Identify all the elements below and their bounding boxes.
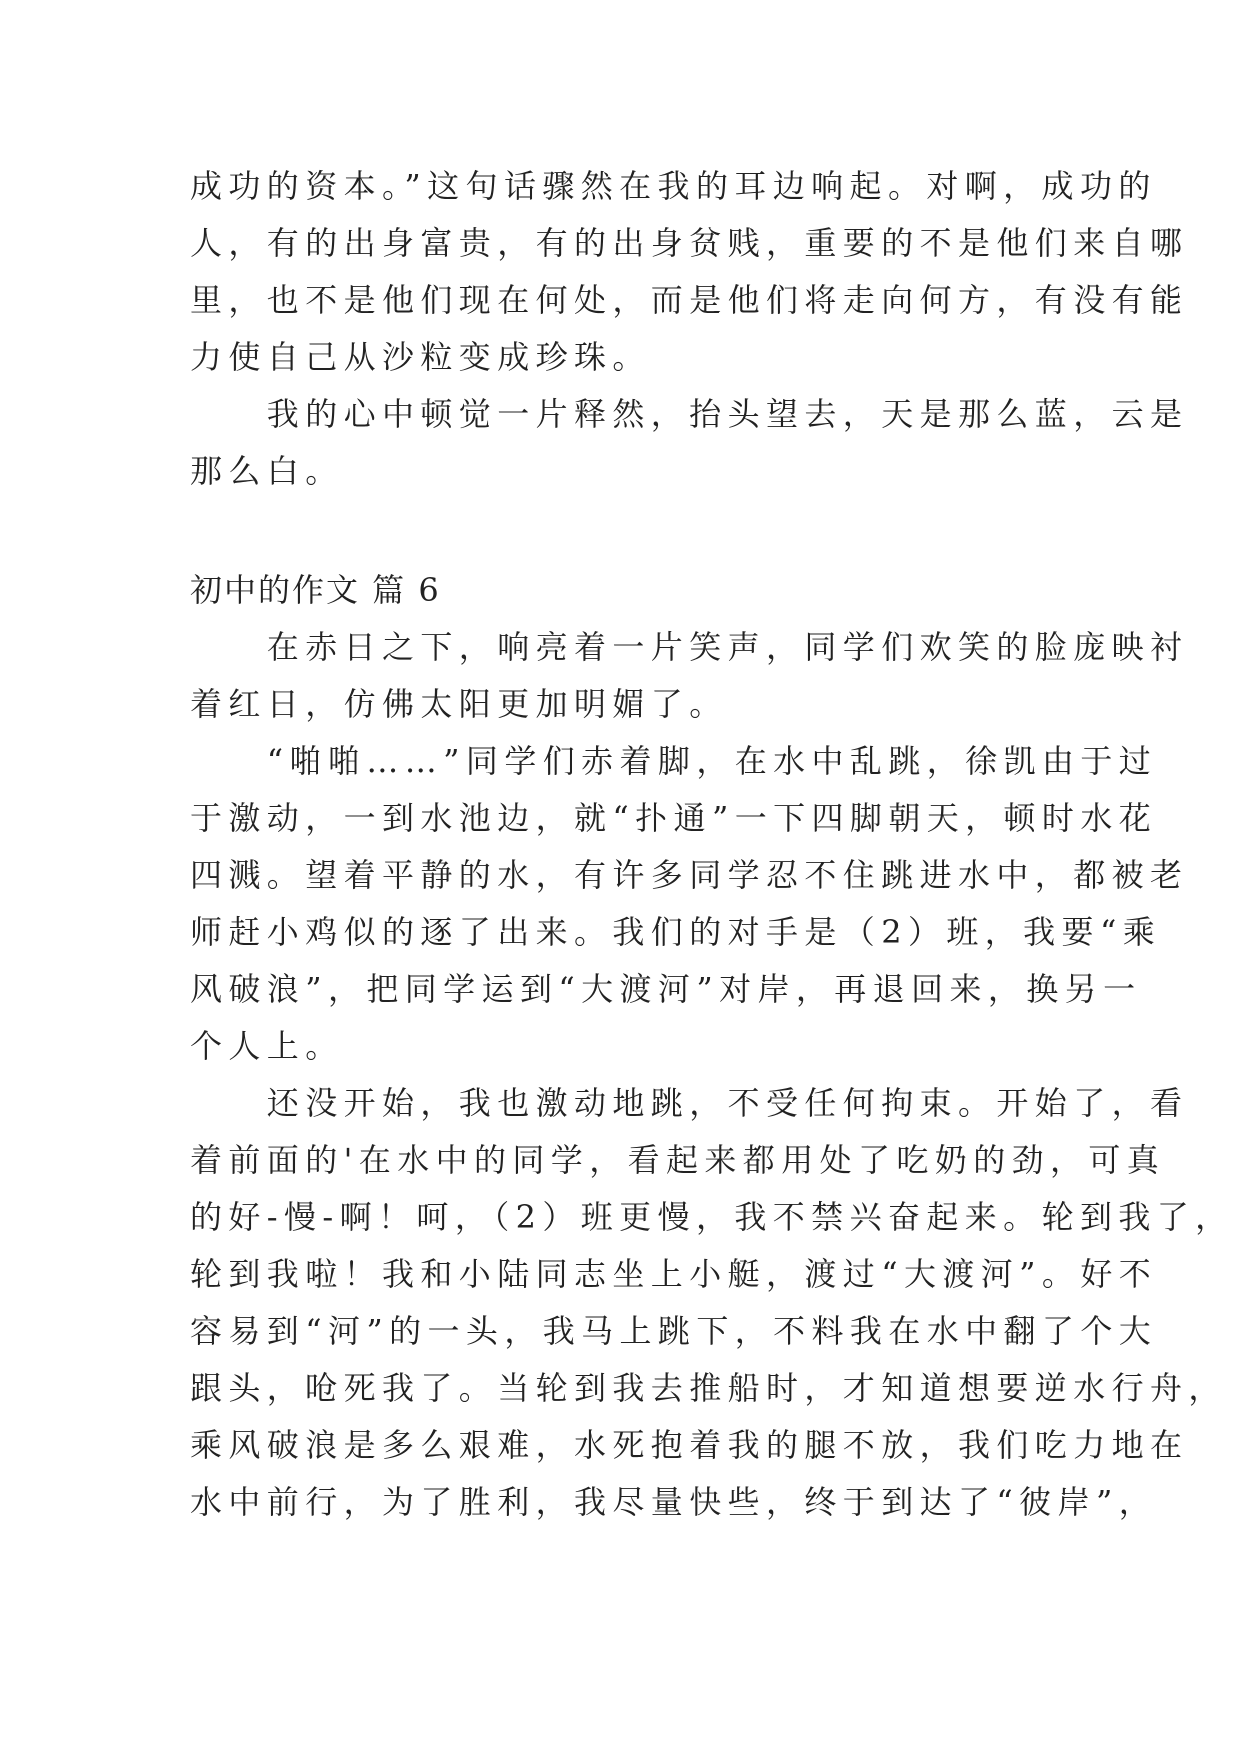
text-line: 轮到我啦！我和小陆同志坐上小艇，渡过“大渡河”。好不 — [190, 1255, 1158, 1293]
text-line: 跟头，呛死我了。当轮到我去推船时，才知道想要逆水行舟， — [190, 1369, 1227, 1407]
text-line: 着红日，仿佛太阳更加明媚了。 — [190, 685, 728, 723]
text-line: 乘风破浪是多么艰难，水死抱着我的腿不放，我们吃力地在 — [190, 1426, 1189, 1464]
text-line: 容易到“河”的一头，我马上跳下，不料我在水中翻了个大 — [190, 1312, 1158, 1350]
text-line: 水中前行，为了胜利，我尽量快些，终于到达了“彼岸”， — [190, 1483, 1158, 1521]
text-line: 那么白。 — [190, 452, 344, 490]
text-line: 还没开始，我也激动地跳，不受任何拘束。开始了，看 — [190, 1084, 1189, 1122]
text-line: 于激动，一到水池边，就“扑通”一下四脚朝天，顿时水花 — [190, 799, 1158, 837]
text-line: 力使自己从沙粒变成珍珠。 — [190, 338, 651, 376]
text-line: 的好-慢-啊！呵，（2）班更慢，我不禁兴奋起来。轮到我了， — [190, 1198, 1234, 1236]
text-line: 成功的资本。”这句话骤然在我的耳边响起。对啊，成功的 — [190, 167, 1157, 205]
text-line: 里，也不是他们现在何处，而是他们将走向何方，有没有能 — [190, 281, 1189, 319]
text-line: 着前面的'在水中的同学，看起来都用处了吃奶的劲，可真 — [190, 1141, 1166, 1179]
text-line: 在赤日之下，响亮着一片笑声，同学们欢笑的脸庞映衬 — [190, 628, 1189, 666]
section-heading: 初中的作文 篇 6 — [190, 571, 441, 609]
text-line: “啪啪……”同学们赤着脚，在水中乱跳，徐凯由于过 — [190, 742, 1158, 780]
text-line: 风破浪”，把同学运到“大渡河”对岸，再退回来，换另一 — [190, 970, 1142, 1008]
text-line: 个人上。 — [190, 1027, 344, 1065]
text-line: 师赶小鸡似的逐了出来。我们的对手是（2）班，我要“乘 — [190, 913, 1162, 951]
text-line: 人，有的出身富贵，有的出身贫贱，重要的不是他们来自哪 — [190, 224, 1189, 262]
text-line: 我的心中顿觉一片释然，抬头望去，天是那么蓝，云是 — [190, 395, 1189, 433]
text-line: 四溅。望着平静的水，有许多同学忍不住跳进水中，都被老 — [190, 856, 1189, 894]
